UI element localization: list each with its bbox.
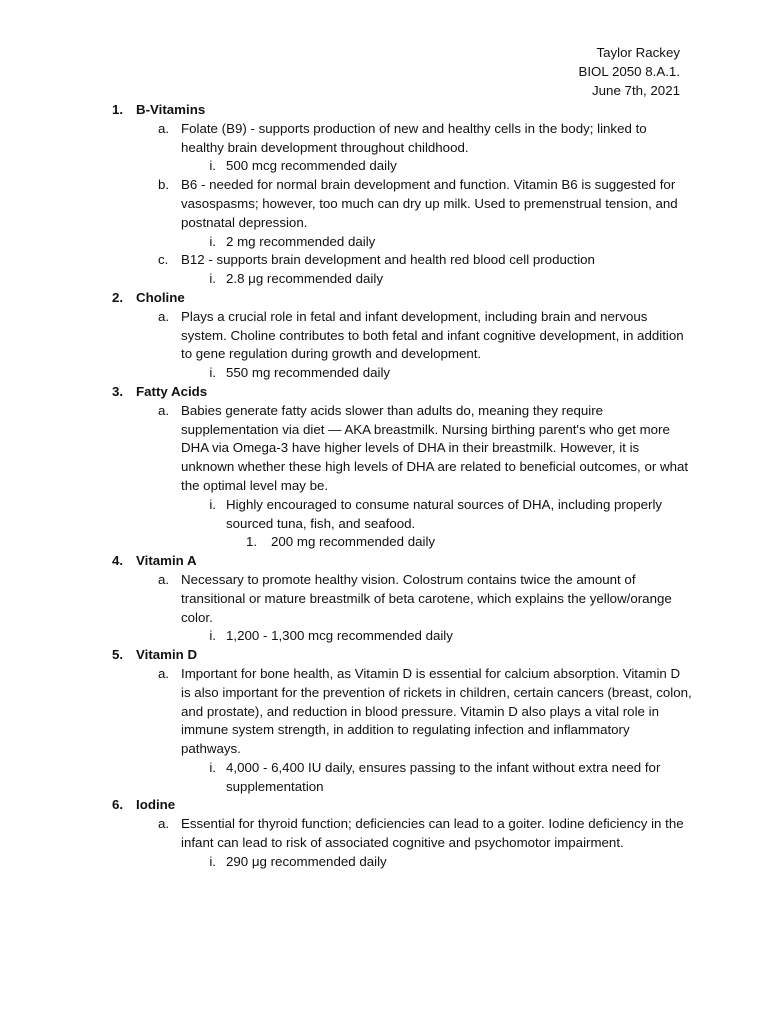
section-number: 2.: [112, 289, 124, 305]
item-marker: a.: [158, 402, 170, 418]
author-name: Taylor Rackey: [596, 45, 680, 60]
subitem-marker: i.: [209, 628, 216, 644]
subitem-text: 2.8 μg recommended daily: [226, 271, 383, 287]
section-title: Fatty Acids: [136, 383, 208, 399]
section-title: Vitamin A: [136, 553, 197, 569]
list-subitem: [112, 496, 692, 534]
subitem-marker: i.: [209, 158, 216, 174]
section-number: 3.: [112, 383, 124, 399]
item-marker: a.: [158, 665, 170, 681]
subitem-text: 500 mcg recommended daily: [226, 158, 397, 174]
subitem-text: Highly encouraged to consume natural sources of DHA, including properly sourced tuna, fish, and seafood.: [226, 496, 663, 531]
list-item: [112, 176, 692, 232]
item-text: Babies generate fatty acids slower than adults do, meaning they require supplementation via diet — AKA breastmilk. Nursing birthing parent's who get more DHA via Omega-3 have higher levels of DHA in their breastmilk. However, it is unknown whether these high levels of DHA are related to beneficial outcomes, or what the optimal level may be.: [181, 402, 689, 493]
list-subitem: [112, 233, 692, 252]
nutrient-outline: [112, 101, 692, 872]
subitem-text: 550 mg recommended daily: [226, 365, 391, 381]
list-subitem: [112, 853, 692, 872]
subitem-marker: i.: [209, 271, 216, 287]
subitem-marker: i.: [209, 233, 216, 249]
subitem-marker: i.: [209, 496, 216, 512]
item-text: Folate (B9) - supports production of new and healthy cells in the body; linked to healthy brain development throughout childhood.: [181, 120, 647, 155]
item-text: Plays a crucial role in fetal and infant development, including brain and nervous system. Choline contributes to both fetal and infant cognitive development, in addition to gene regulation during growth and development.: [181, 308, 684, 362]
list-item: [112, 308, 692, 364]
subitem-text: 1,200 - 1,300 mcg recommended daily: [226, 628, 453, 644]
section-number: 6.: [112, 797, 124, 813]
section-heading: [112, 101, 692, 120]
section-heading: [112, 646, 692, 665]
section-heading: [112, 289, 692, 308]
item-text: Necessary to promote healthy vision. Colostrum contains twice the amount of transitional or mature breastmilk of beta carotene, which explains the yellow/orange color.: [181, 571, 672, 625]
subitem-marker: i.: [209, 759, 216, 775]
list-subitem: [112, 364, 692, 383]
item-marker: a.: [158, 816, 170, 832]
section-number: 5.: [112, 647, 124, 663]
item-marker: c.: [158, 252, 169, 268]
course-code: BIOL 2050 8.A.1.: [578, 63, 680, 79]
document-header: [578, 44, 680, 100]
subitem-text: 290 μg recommended daily: [226, 853, 387, 869]
list-subitem: [112, 157, 692, 176]
item-marker: b.: [158, 177, 170, 193]
document-date: June 7th, 2021: [592, 82, 680, 98]
subsubitem-marker: 1.: [246, 534, 258, 550]
section-number: 1.: [112, 102, 124, 117]
item-text: B12 - supports brain development and health red blood cell production: [181, 252, 595, 268]
section-number: 4.: [112, 553, 124, 569]
item-text: Important for bone health, as Vitamin D is essential for calcium absorption. Vitamin D is also important for the prevention of rickets in children, certain cancers (breast, colon, and prostate), and reduction in blood pressure. Vitamin D also plays a vital role in immune system strength, in addition to regulating infection and inflammatory pathways.: [181, 665, 692, 757]
item-text: Essential for thyroid function; deficiencies can lead to a goiter. Iodine deficiency in the infant can lead to risk of associated cognitive and psychomotor impairment.: [181, 816, 684, 851]
item-marker: a.: [158, 120, 170, 136]
list-subitem: [112, 759, 692, 797]
list-subitem: [112, 270, 692, 289]
subitem-marker: i.: [209, 853, 216, 869]
subitem-text: 4,000 - 6,400 IU daily, ensures passing to the infant without extra need for supplementation: [226, 759, 661, 794]
list-item: [112, 251, 692, 270]
list-subsubitem: [112, 533, 692, 552]
section-heading: [112, 383, 692, 402]
item-text: B6 - needed for normal brain development and function. Vitamin B6 is suggested for vasospasms; however, too much can dry up milk. Used to premenstrual tension, and postnatal depression.: [181, 177, 678, 230]
list-subitem: [112, 627, 692, 646]
list-item: [112, 120, 692, 158]
subsubitem-text: 200 mg recommended daily: [271, 534, 436, 550]
list-item: [112, 402, 692, 496]
section-title: Iodine: [136, 797, 176, 813]
subitem-text: 2 mg recommended daily: [226, 233, 376, 249]
subitem-marker: i.: [209, 365, 216, 381]
list-item: [112, 815, 692, 853]
section-heading: [112, 796, 692, 815]
section-title: Choline: [136, 289, 185, 305]
item-marker: a.: [158, 571, 170, 587]
list-item: [112, 665, 692, 759]
section-heading: [112, 552, 692, 571]
list-item: [112, 571, 692, 627]
section-title: Vitamin D: [136, 647, 198, 663]
item-marker: a.: [158, 308, 170, 324]
section-title: B-Vitamins: [136, 102, 206, 117]
